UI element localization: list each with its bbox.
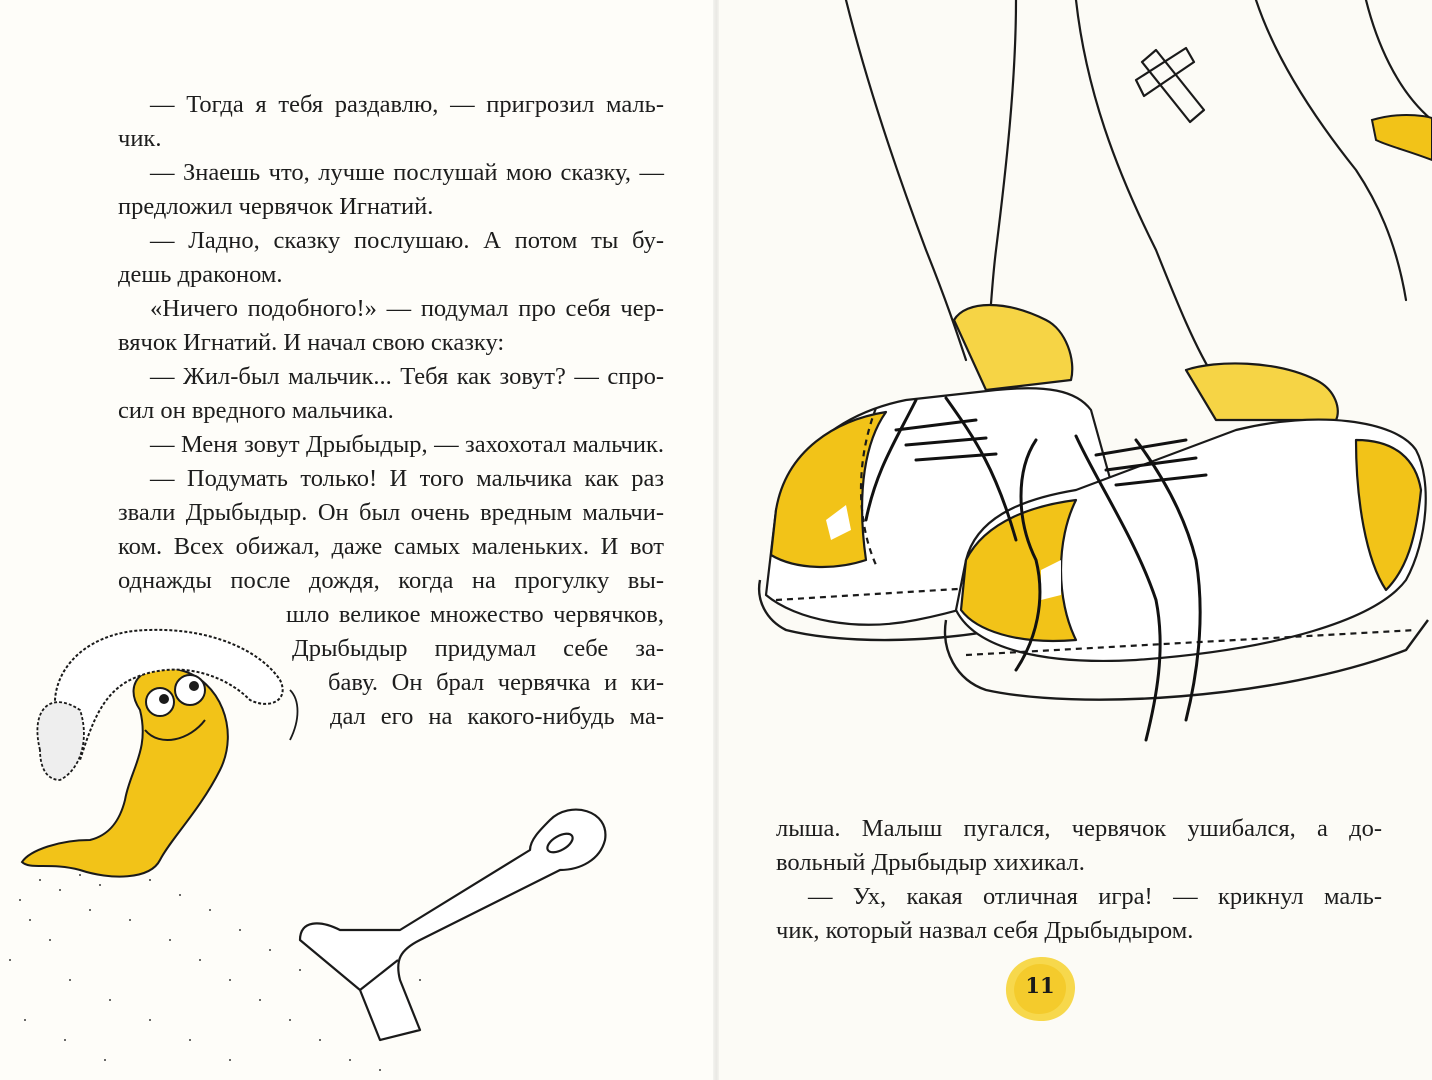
text-line: сил он вредного мальчика.	[118, 397, 394, 424]
page-number: 11	[1025, 973, 1055, 998]
left-page-text	[118, 88, 664, 734]
text-line: лыша. Малыш пугался, червячок ушибался, а до-	[776, 815, 1382, 842]
text-line: шло великое множество червячков,	[286, 601, 664, 628]
text-line: дешь драконом.	[118, 261, 283, 288]
text-line: «Ничего подобного!» — подумал про себя чер-	[150, 295, 664, 322]
shoes-illustration	[716, 0, 1432, 780]
text-line: предложил червячок Игнатий.	[118, 193, 434, 220]
text-line: вячок Игнатий. И начал свою сказку:	[118, 329, 505, 356]
text-line: баву. Он брал червячка и ки-	[328, 669, 664, 696]
text-line: — Ладно, сказку послушаю. А потом ты бу-	[150, 227, 664, 254]
text-line: чик.	[118, 125, 162, 152]
right-page-text	[776, 812, 1382, 948]
page-number-badge	[1002, 954, 1078, 1024]
text-line: дал его на какого-нибудь ма-	[330, 703, 664, 730]
text-line: однажды после дождя, когда на прогулку вы-	[118, 567, 664, 594]
text-line: звали Дрыбыдыр. Он был очень вредным мальчи-	[118, 499, 664, 526]
text-line: — Ух, какая отличная игра! — крикнул маль-	[808, 883, 1382, 910]
text-line: — Жил-был мальчик... Тебя как зовут? — спро-	[150, 363, 664, 390]
text-line: — Меня зовут Дрыбыдыр, — захохотал мальчик.	[150, 431, 664, 458]
text-line: — Тогда я тебя раздавлю, — пригрозил маль-	[150, 91, 664, 118]
text-line: — Подумать только! И того мальчика как раз	[150, 465, 664, 492]
shovel	[300, 810, 605, 1040]
pant-cuff-right	[1372, 115, 1432, 160]
text-line: вольный Дрыбыдыр хихикал.	[776, 849, 1085, 876]
text-line: — Знаешь что, лучше послушай мою сказку, —	[150, 159, 664, 186]
text-line: чик, который назвал себя Дрыбыдыром.	[776, 917, 1194, 944]
text-line: Дрыбыдыр придумал себе за-	[292, 635, 664, 662]
text-line: ком. Всех обижал, даже самых маленьких. И вот	[118, 533, 664, 560]
